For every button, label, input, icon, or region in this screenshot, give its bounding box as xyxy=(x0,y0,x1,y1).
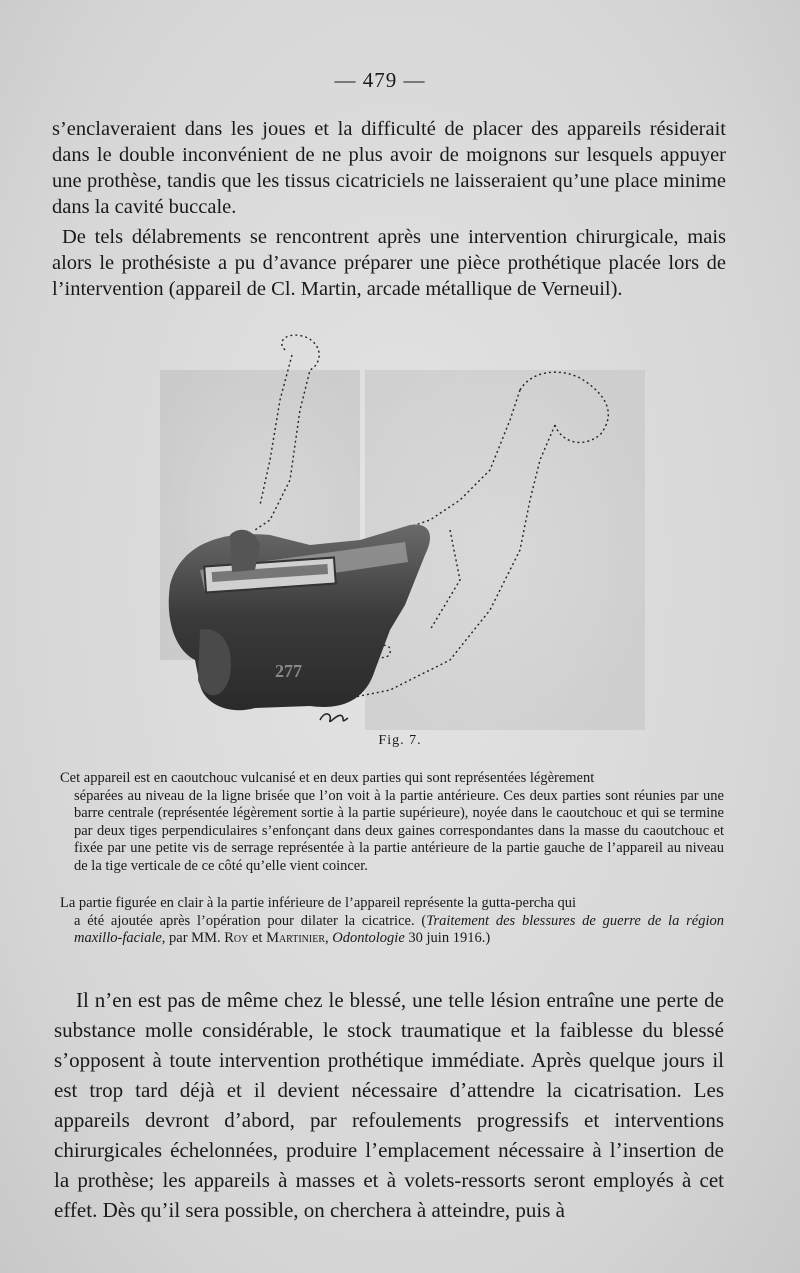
prosthesis-drawing xyxy=(160,330,650,740)
paragraph-2: De tels délabrements se rencontrent après une intervention chirurgicale, mais alors le prothésiste a pu d’avance préparer une pièce prothétique placée lors de l’intervention (appareil de Cl. Martin, arcade métallique de Verneuil). xyxy=(52,226,726,300)
reference-author-2: Martinier xyxy=(266,930,326,946)
caption-paragraph-1 xyxy=(60,770,724,875)
figure-label: Fig. 7. xyxy=(378,733,422,748)
reference-comma: , xyxy=(325,930,333,946)
caption-1-first-line: Cet appareil est en caoutchouc vulcanisé et en deux parties qui sont représentées légèrement xyxy=(60,770,595,786)
reference-by: par MM. xyxy=(165,930,225,946)
caption-paragraph-2 xyxy=(60,895,724,948)
caption-2-text: a été ajoutée après l’opération pour dilater la cicatrice. ( xyxy=(74,912,427,929)
caption-1-rest: séparées au niveau de la ligne brisée que l’on voit à la partie antérieure. Ces deux parties sont réunies par une barre centrale (représentée légèrement sortie à la partie supérieure), noyée dans le caoutchouc et qui se termine par deux tiges perpendiculaires s’enfonçant dans deux gaines correspondantes dans la masse du caoutchouc et fixée par une petite vis de serrage représentée à la partie antérieure de la partie gauche de l’appareil au niveau de la tige verticale de ce côté qu’elle vient coincer. xyxy=(74,787,724,874)
paragraph-1: s’enclaveraient dans les joues et la difficulté de placer des appareils résiderait dans le double inconvénient de ne plus avoir de moignons sur lesquels appuyer une prothèse, tandis que les tissus cicatriciels ne laisseraient qu’une place minime dans la cavité buccale. xyxy=(52,118,726,218)
artist-signature xyxy=(320,714,348,722)
engraved-number: 277 xyxy=(275,661,302,681)
reference-author-1: Roy xyxy=(224,930,249,946)
page-number: — 479 — xyxy=(334,68,426,92)
figure-7-illustration xyxy=(160,330,650,740)
caption-2-first-line: La partie figurée en clair à la partie inférieure de l’appareil représente la gutta-percha qui xyxy=(60,895,577,911)
caption-2-rest xyxy=(60,913,724,948)
reference-and: et xyxy=(248,930,267,946)
reference-journal: Odontologie xyxy=(332,930,405,946)
reference-title: Traitement des blessures de guerre de la région maxillo-faciale, xyxy=(74,912,724,946)
reference-date: 30 juin 1916.) xyxy=(404,930,491,946)
paragraph-3: Il n’en est pas de même chez le blessé, une telle lésion entraîne une perte de substance molle considérable, le stock traumatique et la faiblesse du blessé s’opposent à toute intervention prothétique immédiate. Après quelque jours il est trop tard déjà et il devient nécessaire d’attendre la cicatrisation. Les appareils devront d’abord, par refoulements progressifs et interventions chirurgicales échelonnées, produire l’emplacement nécessaire à l’insertion de la prothèse; les appareils à masses et à volets-ressorts seront employés à cet effet. Dès qu’il sera possible, on cherchera à atteindre, puis à xyxy=(54,988,724,1222)
